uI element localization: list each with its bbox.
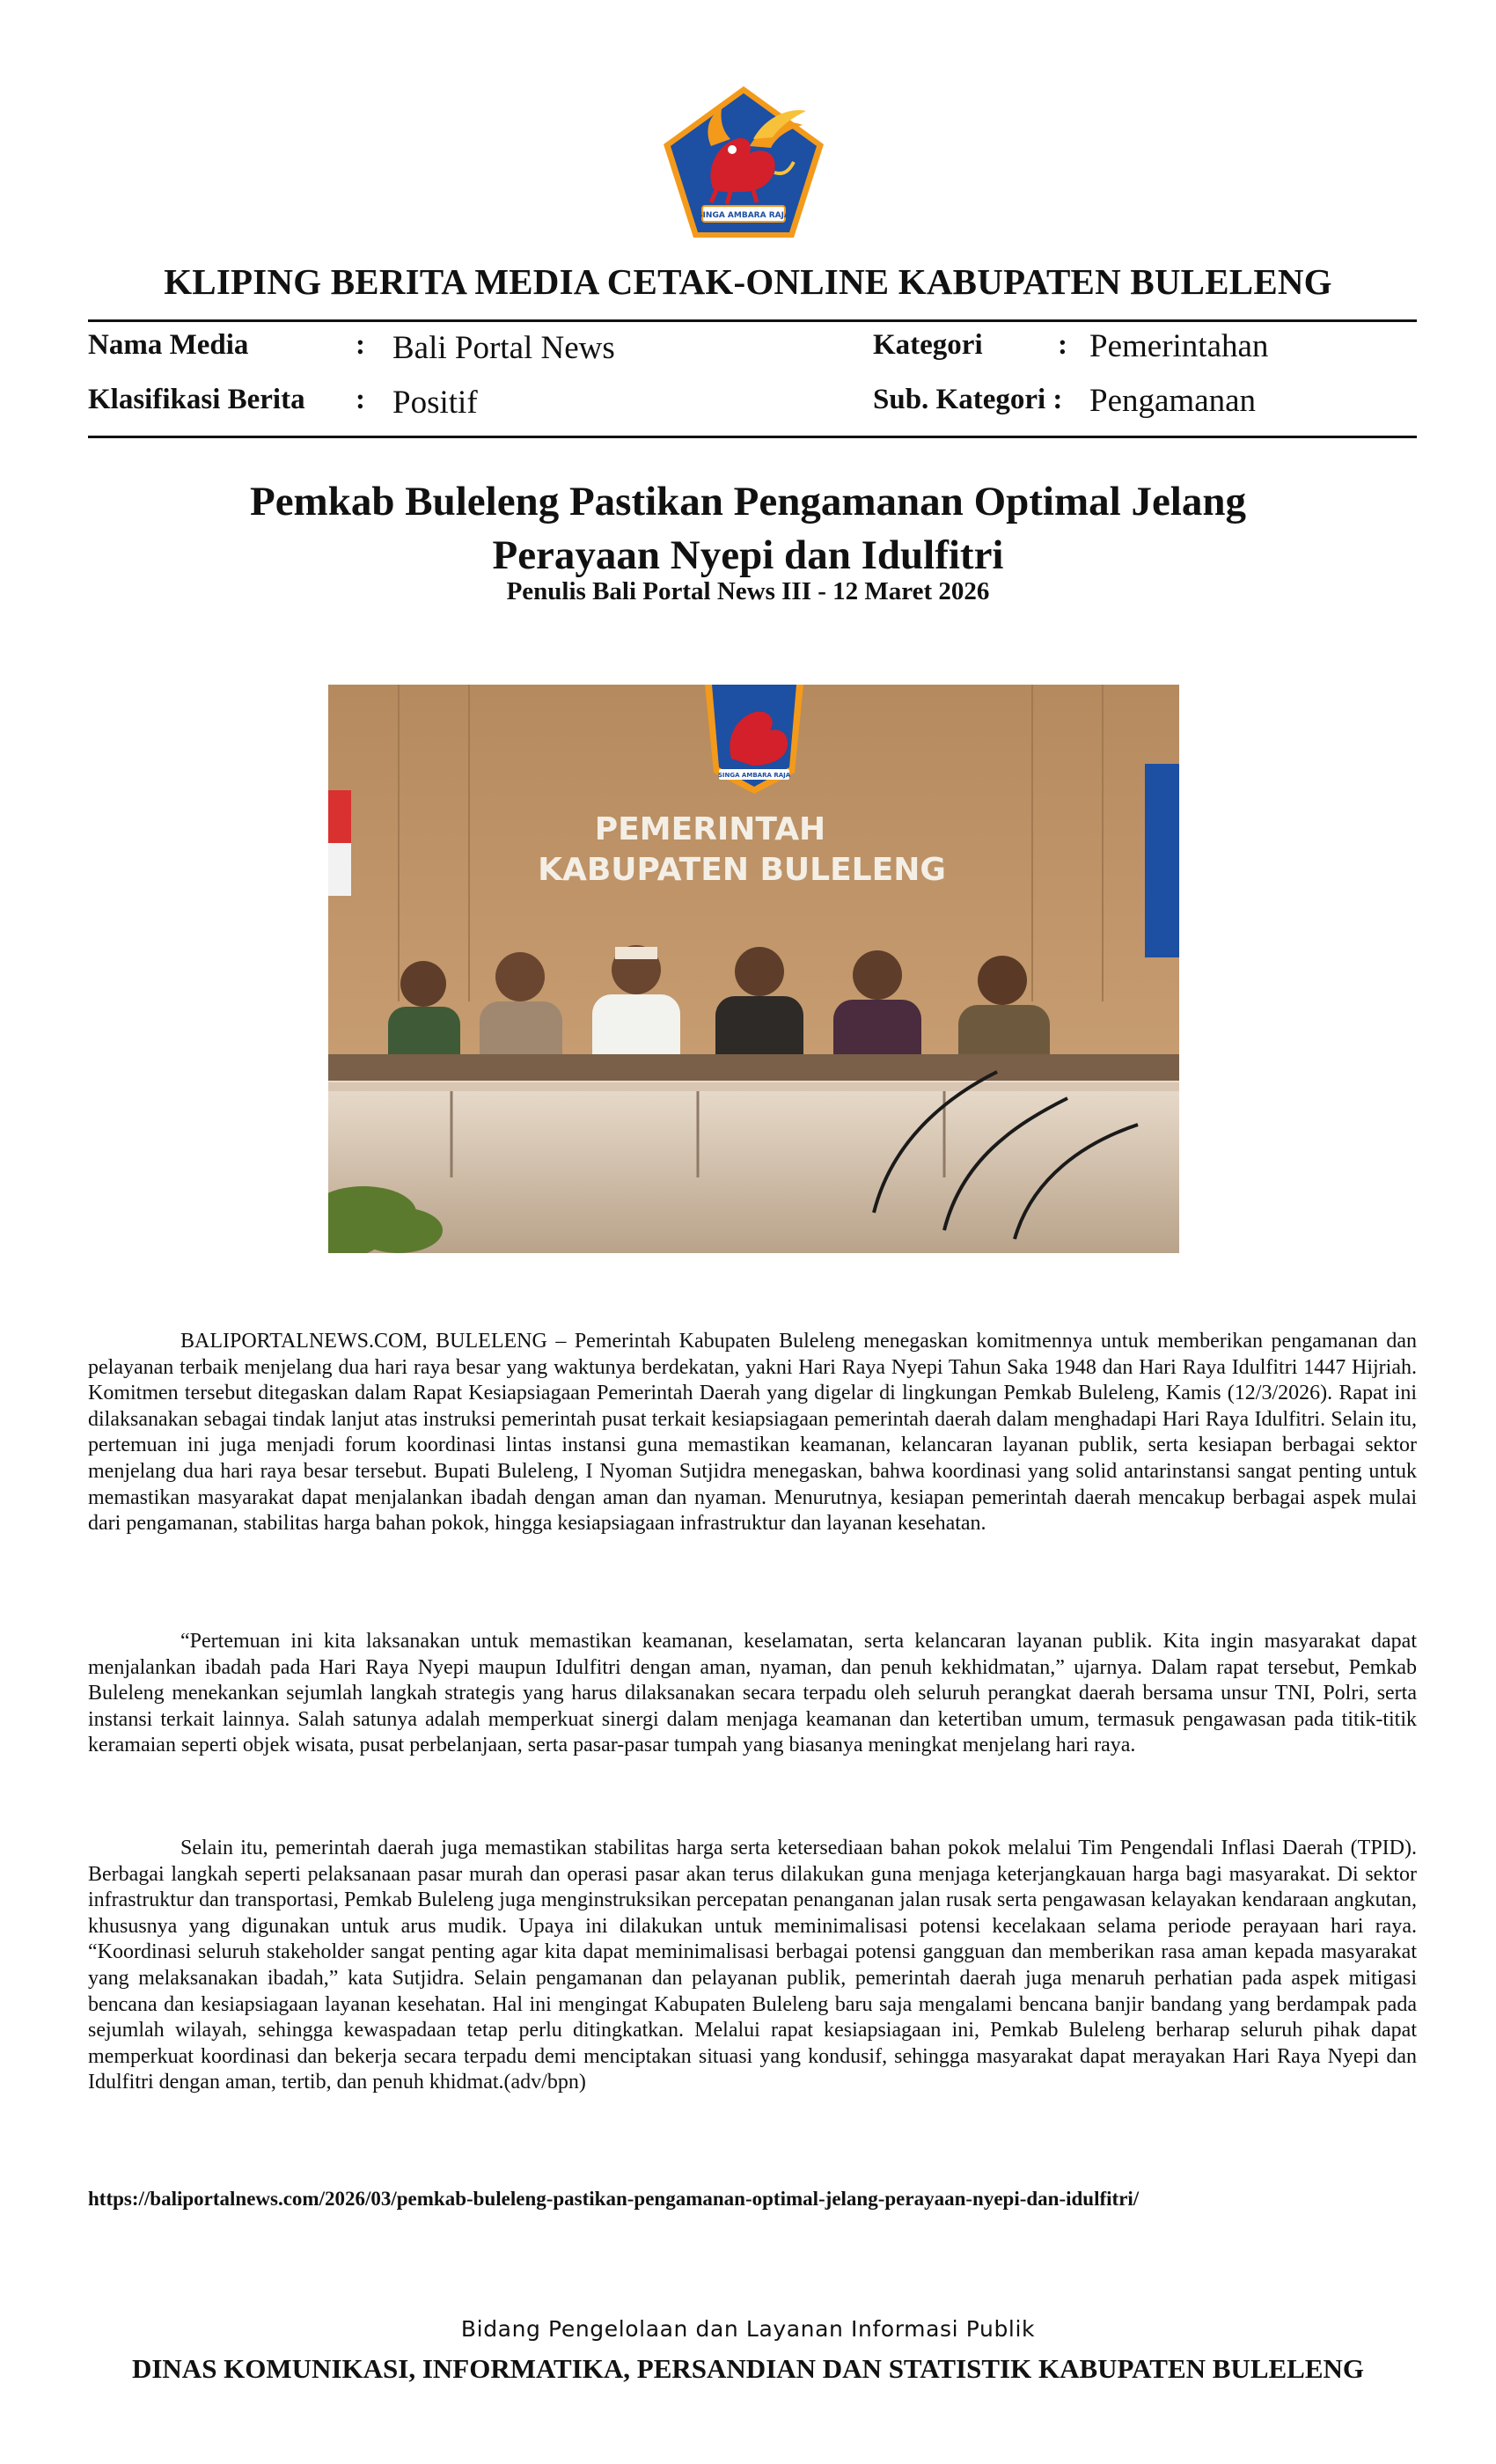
singa-ambara-raja-emblem-icon [662,84,825,239]
klasifikasi-colon: : [356,384,365,415]
footer-agency: DINAS KOMUNIKASI, INFORMATIKA, PERSANDIAN DAN STATISTIK KABUPATEN BULELENG [131,2353,1365,2384]
article-paragraph-1 [88,1329,1417,1537]
headline-line-1: Pemkab Buleleng Pastikan Pengamanan Optimal Jelang [249,479,1247,524]
kategori-value: Pemerintahan [1089,328,1269,364]
article-photo [328,685,1179,1253]
article-headline [0,475,1496,583]
source-url-link[interactable]: https://baliportalnews.com/2026/03/pemkab-buleleng-pastikan-pengamanan-optimal-jelang-perayaan-nyepi-dan-idulfitri/ [88,2188,1140,2210]
kategori-colon: : [1058,329,1067,361]
paragraph-text: Selain itu, pemerintah daerah juga memastikan stabilitas harga serta ketersediaan bahan pokok melalui Tim Pengendali Inflasi Daerah (TPID). Berbagai langkah seperti pelaksanaan pasar murah dan operasi pasar akan terus dilakukan guna menjaga keterjangkauan harga bagi masyarakat. Di sektor infrastruktur dan transportasi, Pemkab Buleleng juga menginstruksikan percepatan penanganan jalan rusak serta pengawasan kelayakan kendaraan angkutan, khususnya yang digunakan untuk arus mudik. Upaya ini dilakukan untuk meminimalisasi potensi kecelakaan selama periode perayaan hari raya. “Koordinasi seluruh stakeholder sangat penting agar kita dapat meminimalisasi berbagai potensi gangguan dan memberikan rasa aman kepada masyarakat yang melaksanakan ibadah,” kata Sutjidra. Selain pengamanan dan pelayanan publik, pemerintah daerah juga menaruh perhatian pada aspek mitigasi bencana dan kesiapsiagaan layanan kesehatan. Hal ini mengingat Kabupaten Buleleng baru saja mengalami bencana banjir bandang yang berdampak pada sejumlah wilayah, sehingga kewaspadaan tetap perlu ditingkatkan. Melalui rapat kesiapsiagaan ini, Pemkab Buleleng berharap seluruh pihak dapat memperkuat koordinasi dan bekerja secara terpadu demi menciptakan situasi yang kondusif, sehingga masyarakat dapat merayakan Hari Raya Nyepi dan Idulfitri dengan aman, tertib, dan penuh khidmat.(adv/bpn) [88,1837,1417,2094]
paragraph-text: “Pertemuan ini kita laksanakan untuk memastikan keamanan, keselamatan, serta kelancaran layanan publik. Kita ingin masyarakat dapat menjalankan ibadah pada Hari Raya Nyepi maupun Idulfitri dengan aman, nyaman, dan penuh kekhidmatan,” ujarnya. Dalam rapat tersebut, Pemkab Buleleng menekankan sejumlah langkah strategis yang harus dilaksanakan secara terpadu oleh seluruh perangkat daerah bersama unsur TNI, Polri, serta instansi terkait lainnya. Salah satunya adalah memperkuat sinergi dalam menjaga keamanan dan ketertiban umum, termasuk pengawasan pada titik-titik keramaian seperti objek wisata, pusat perbelanjaan, serta pasar-pasar tumpah yang biasanya meningkat menjelang hari raya. [88,1630,1417,1757]
klasifikasi-value: Positif [392,385,478,421]
article-paragraph-2 [88,1629,1417,1759]
regency-emblem-logo [662,84,825,239]
headline-line-2: Perayaan Nyepi dan Idulfitri [492,532,1004,578]
photo-sign-line-1: PEMERINTAH [594,811,826,847]
nama-media-colon: : [356,329,365,361]
header-rule-bottom [88,436,1417,438]
article-byline: Penulis Bali Portal News III - 12 Maret 2026 [506,577,990,605]
footer-unit: Bidang Pengelolaan dan Layanan Informasi Publik [460,2316,1036,2342]
paragraph-text: BALIPORTALNEWS.COM, BULELENG – Pemerintah Kabupaten Buleleng menegaskan komitmennya untuk memberikan pengamanan dan pelayanan terbaik menjelang dua hari raya besar yang waktunya berdekatan, yakni Hari Raya Nyepi Tahun Saka 1948 dan Hari Raya Idulfitri 1447 Hijriah. Komitmen tersebut ditegaskan dalam Rapat Kesiapsiagaan Pemerintah Daerah yang digelar di lingkungan Pemkab Buleleng, Kamis (12/3/2026). Rapat ini dilaksanakan sebagai tindak lanjut atas instruksi pemerintah pusat terkait kesiapsiagaan pemerintah daerah dalam menghadapi Hari Raya Idulfitri. Selain itu, pertemuan ini juga menjadi forum koordinasi lintas instansi guna memastikan keamanan, kelancaran layanan publik, serta kesiapan berbagai sektor menjelang dua hari raya besar tersebut. Bupati Buleleng, I Nyoman Sutjidra menegaskan, bahwa koordinasi yang solid antarinstansi sangat penting untuk memastikan masyarakat dapat menjalankan ibadah dengan aman dan nyaman. Menurutnya, kesiapan pemerintah daerah mencakup berbagai aspek mulai dari pengamanan, stabilitas harga bahan pokok, hingga kesiapsiagaan infrastruktur dan layanan kesehatan. [88,1330,1417,1536]
article-paragraph-3 [88,1836,1417,2096]
photo-sign-line-2: KABUPATEN BULELENG [538,852,946,888]
kliping-title: KLIPING BERITA MEDIA CETAK-ONLINE KABUPATEN BULELENG [164,261,1332,302]
kategori-label: Kategori [873,329,983,361]
photo-emblem-motto: SINGA AMBARA RAJA [717,772,791,779]
klasifikasi-label: Klasifikasi Berita [88,384,305,415]
header-rule-top [88,319,1417,322]
sub-kategori-label: Sub. Kategori : [873,384,1063,415]
sub-kategori-value: Pengamanan [1089,383,1257,419]
logo-motto: SINGA AMBARA RAJA [697,211,790,220]
meeting-room-photo [328,685,1179,1253]
nama-media-label: Nama Media [88,329,249,361]
nama-media-value: Bali Portal News [392,330,615,366]
